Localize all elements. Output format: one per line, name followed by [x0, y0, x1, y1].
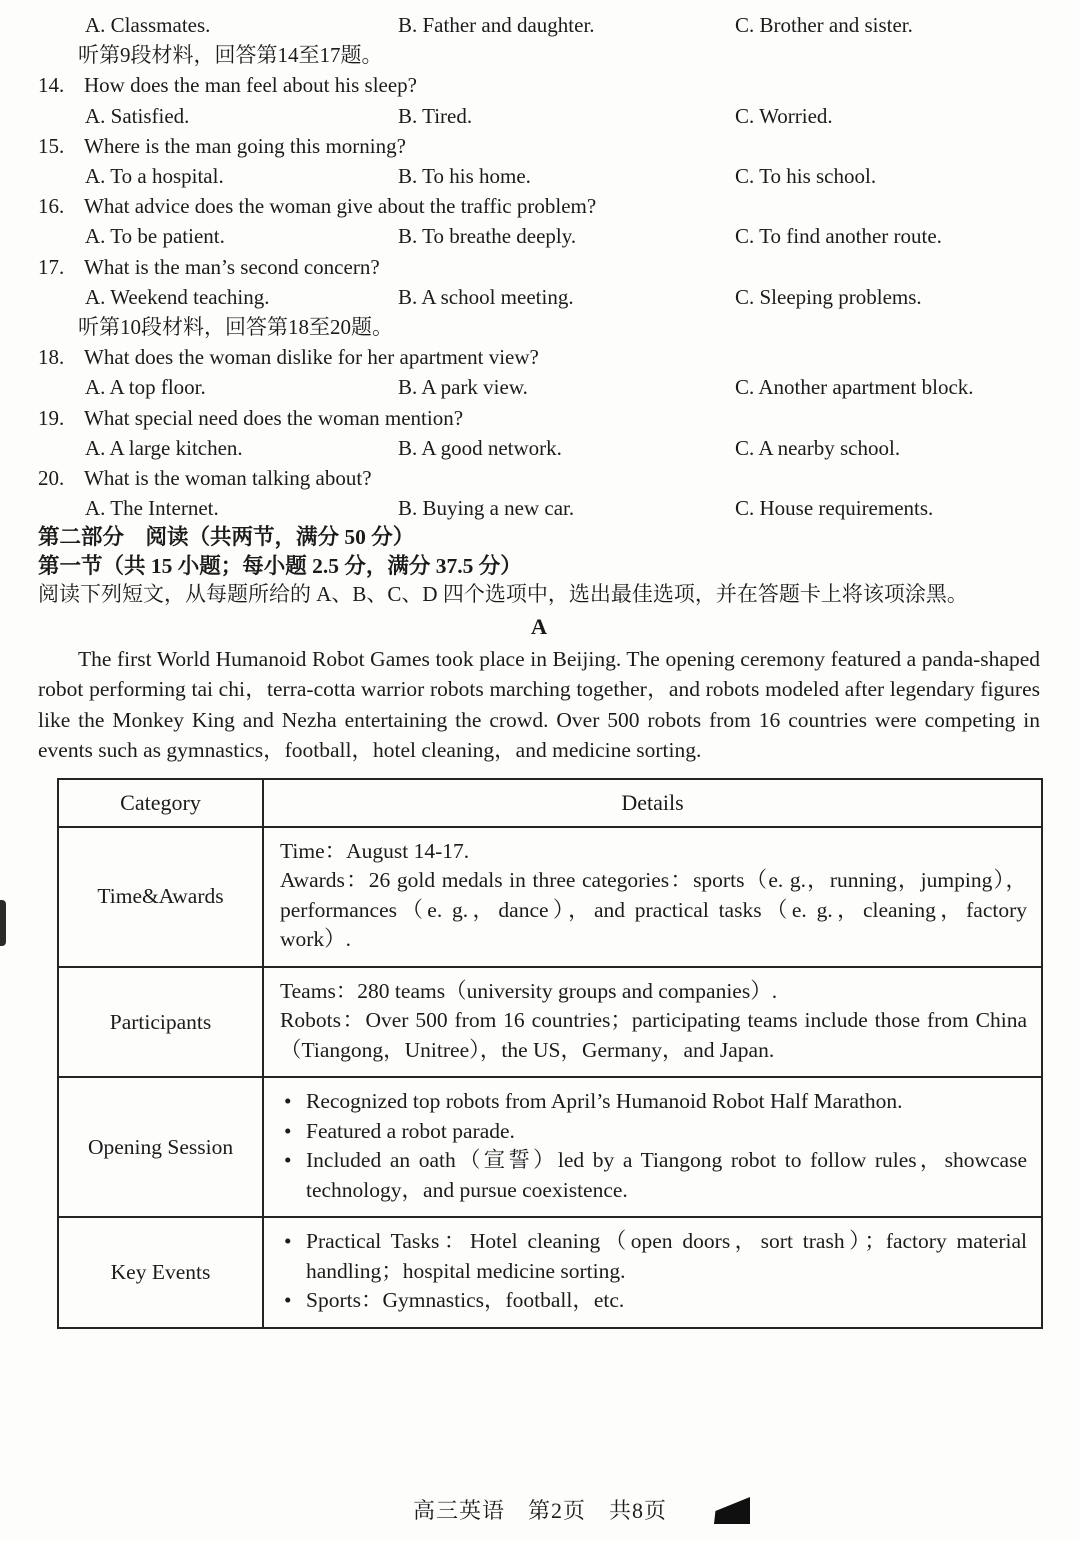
bullet-item: • Recognized top robots from April’s Humanoid Robot Half Marathon. [280, 1087, 1027, 1117]
option-c: C. House requirements. [735, 496, 934, 521]
option-a: A. Weekend teaching. [85, 284, 270, 309]
detail-bullet-list [280, 1227, 1027, 1316]
question-17 [38, 252, 1040, 282]
question-14-options [38, 101, 1040, 131]
option-a: A. To a hospital. [85, 164, 224, 189]
question-text: Where is the man going this morning? [84, 133, 406, 158]
question-text: What does the woman dislike for her apartment view? [84, 345, 539, 370]
question-number: 15. [38, 133, 65, 158]
bullet-item: • Included an oath（宣誓）led by a Tiangong robot to follow rules，showcase technology，and pursue coexistence. [280, 1146, 1027, 1205]
detail-line: Awards：26 gold medals in three categories：sports（e. g.，running，jumping），performances（e. g.，dance），and practical tasks（e. g.，cleaning，factory work）. [280, 868, 1027, 952]
detail-line: Robots：Over 500 from 16 countries；participating teams include those from China（Tiangong，Unitree），the US，Germany，and Japan. [280, 1008, 1027, 1062]
option-c: C. To find another route. [735, 224, 942, 249]
table-header-row [58, 779, 1042, 827]
option-b: B. Tired. [398, 103, 473, 128]
reading-instruction: 阅读下列短文，从每题所给的 A、B、C、D 四个选项中，选出最佳选项，并在答题卡上将该项涂黑。 [38, 582, 968, 607]
option-a: A. Satisfied. [85, 103, 190, 128]
table-row-opening-session [58, 1077, 1042, 1217]
row-category: Time&Awards [58, 827, 263, 967]
passage-label-a: A [530, 613, 548, 639]
option-a: A. The Internet. [85, 496, 219, 521]
bullet-item: • Practical Tasks：Hotel cleaning（open doors，sort trash）；factory material handling；hospital medicine sorting. [280, 1227, 1027, 1286]
part-two-heading: 第二部分 阅读（共两节，满分 50 分） [38, 525, 415, 550]
question-17-options [38, 282, 1040, 312]
option-a: A. To be patient. [85, 224, 225, 249]
option-a: A. Classmates. [85, 13, 211, 37]
question-number: 20. [38, 466, 65, 491]
option-b: B. To his home. [398, 164, 531, 189]
question-number: 16. [38, 194, 65, 219]
option-a: A. A large kitchen. [85, 435, 243, 460]
section-one-heading: 第一节（共 15 小题；每小题 2.5 分，满分 37.5 分） [38, 553, 522, 578]
question-number: 17. [38, 254, 65, 279]
footer-page-info: 高三英语 第2页 共8页 [412, 1498, 667, 1523]
detail-line: Teams：280 teams（university groups and companies）. [280, 978, 778, 1003]
passage-text: The first World Humanoid Robot Games took place in Beijing. The opening ceremony featured a panda-shaped robot performing tai chi，terra-cotta warrior robots marching together，and robots modeled after legendary figures like the Monkey King and Nezha entertaining the crowd. Over 500 robots from 16 countries were competing in events such as gymnastics，football，hotel cleaning，and medicine sorting. [38, 646, 1040, 763]
question-20 [38, 463, 1040, 493]
question-15 [38, 131, 1040, 161]
question-15-options [38, 161, 1040, 191]
bullet-item: • Featured a robot parade. [280, 1117, 1027, 1147]
table-row-participants [58, 967, 1042, 1078]
row-details [263, 967, 1042, 1078]
question-18-options [38, 372, 1040, 402]
detail-line: Time：August 14-17. [280, 838, 470, 863]
option-b: B. A school meeting. [398, 284, 574, 309]
row-details [263, 1217, 1042, 1328]
option-b: B. A good network. [398, 435, 562, 460]
row-details [263, 827, 1042, 967]
option-c: C. Brother and sister. [735, 13, 913, 37]
question-16 [38, 191, 1040, 221]
reading-section [38, 523, 1040, 1329]
listening-section [38, 10, 1040, 523]
question-number: 14. [38, 73, 65, 98]
table-row-time-awards [58, 827, 1042, 967]
option-c: C. Another apartment block. [735, 375, 974, 400]
question-19 [38, 403, 1040, 433]
question-text: What advice does the woman give about the traffic problem? [84, 194, 597, 219]
option-c: C. Worried. [735, 103, 833, 128]
info-table [57, 778, 1043, 1329]
question-number: 19. [38, 405, 65, 430]
question-19-options [38, 433, 1040, 463]
row-category: Participants [58, 967, 263, 1078]
option-a: A. A top floor. [85, 375, 206, 400]
question-14 [38, 70, 1040, 100]
option-c: C. A nearby school. [735, 435, 901, 460]
question-20-options [38, 493, 1040, 523]
option-c: C. Sleeping problems. [735, 284, 922, 309]
column-header-details: Details [263, 779, 1042, 827]
detail-bullet-list [280, 1087, 1027, 1205]
question-16-options [38, 221, 1040, 251]
table-row-key-events [58, 1217, 1042, 1328]
question-number: 18. [38, 345, 65, 370]
scan-edge-mark [0, 900, 6, 946]
option-c: C. To his school. [735, 164, 877, 189]
row-category: Key Events [58, 1217, 263, 1328]
question-text: What special need does the woman mention? [84, 405, 464, 430]
option-b: B. A park view. [398, 375, 528, 400]
material-10-note: 听第10段材料，回答第18至20题。 [78, 315, 393, 340]
row-category: Opening Session [58, 1077, 263, 1217]
question-text: What is the man’s second concern? [84, 254, 380, 279]
question-18 [38, 342, 1040, 372]
question-text: How does the man feel about his sleep? [84, 73, 417, 98]
bullet-item: • Sports：Gymnastics，football，etc. [280, 1286, 1027, 1316]
option-b: B. To breathe deeply. [398, 224, 577, 249]
question-text: What is the woman talking about? [84, 466, 372, 491]
material-9-note: 听第9段材料，回答第14至17题。 [78, 43, 383, 68]
option-b: B. Buying a new car. [398, 496, 575, 521]
column-header-category: Category [58, 779, 263, 827]
row-details [263, 1077, 1042, 1217]
orphan-options-row [38, 10, 1040, 40]
option-b: B. Father and daughter. [398, 13, 595, 37]
